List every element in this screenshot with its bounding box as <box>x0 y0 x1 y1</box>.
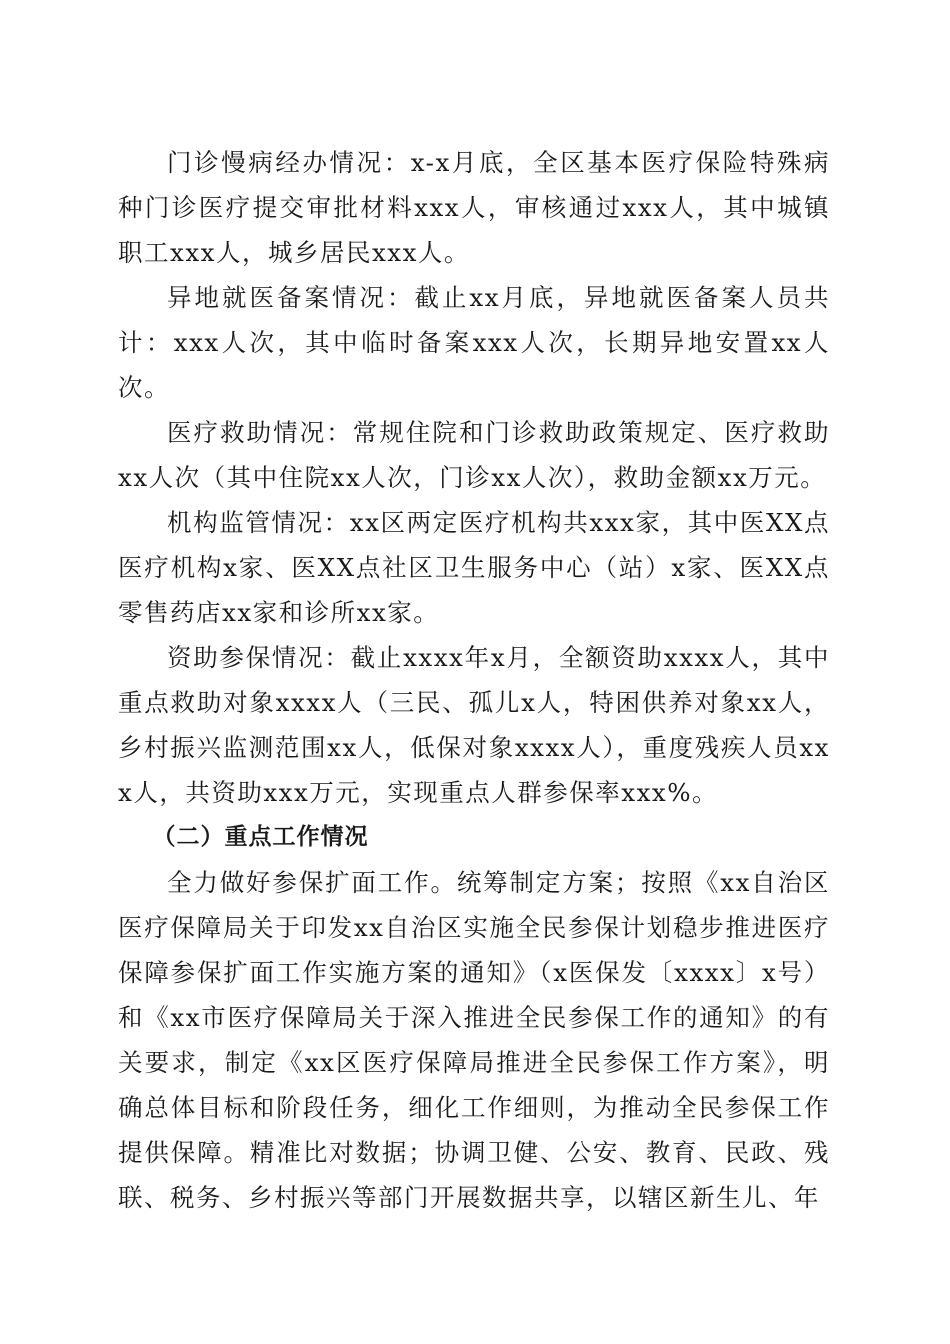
paragraph-remote-medical: 异地就医备案情况：截止xx月底，异地就医备案人员共计：xxx人次，其中临时备案xxx人次，长期异地安置xx人次。 <box>118 283 830 402</box>
section-heading: （二）重点工作情况 <box>152 824 369 850</box>
paragraph-outpatient-chronic: 门诊慢病经办情况：x-x月底，全区基本医疗保险特殊病种门诊医疗提交审批材料xxx人，审核通过xxx人，其中城镇职工xxx人，城乡居民xxx人。 <box>118 148 830 267</box>
paragraph-funded-insurance: 资助参保情况：截止xxxx年x月，全额资助xxxx人，其中重点救助对象xxxx人（三民、孤儿x人，特困供养对象xx人，乡村振兴监测范围xx人，低保对象xxxx人），重度残疾人员xxx人，共资助xxx万元，实现重点人群参保率xxx%。 <box>118 643 830 807</box>
paragraph-key-work: 全力做好参保扩面工作。统筹制定方案；按照《xx自治区医疗保障局关于印发xx自治区实施全民参保计划稳步推进医疗保障参保扩面工作实施方案的通知》（x医保发〔xxxx〕x号）和《xx市医疗保障局关于深入推进全民参保工作的通知》的有关要求，制定《xx区医疗保障局推进全民参保工作方案》，明确总体目标和阶段任务，细化工作细则，为推动全民参保工作提供保障。精准比对数据；协调卫健、公安、教育、民政、残联、税务、乡村振兴等部门开展数据共享，以辖区新生儿、年 <box>118 868 830 1212</box>
paragraph-institution-supervision: 机构监管情况：xx区两定医疗机构共xxx家，其中医XX点医疗机构x家、医XX点社区卫生服务中心（站）x家、医XX点零售药店xx家和诊所xx家。 <box>118 508 830 627</box>
paragraph-medical-assistance: 医疗救助情况：常规住院和门诊救助政策规定、医疗救助xx人次（其中住院xx人次，门诊xx人次），救助金额xx万元。 <box>118 418 830 492</box>
document-body <box>118 140 830 1220</box>
